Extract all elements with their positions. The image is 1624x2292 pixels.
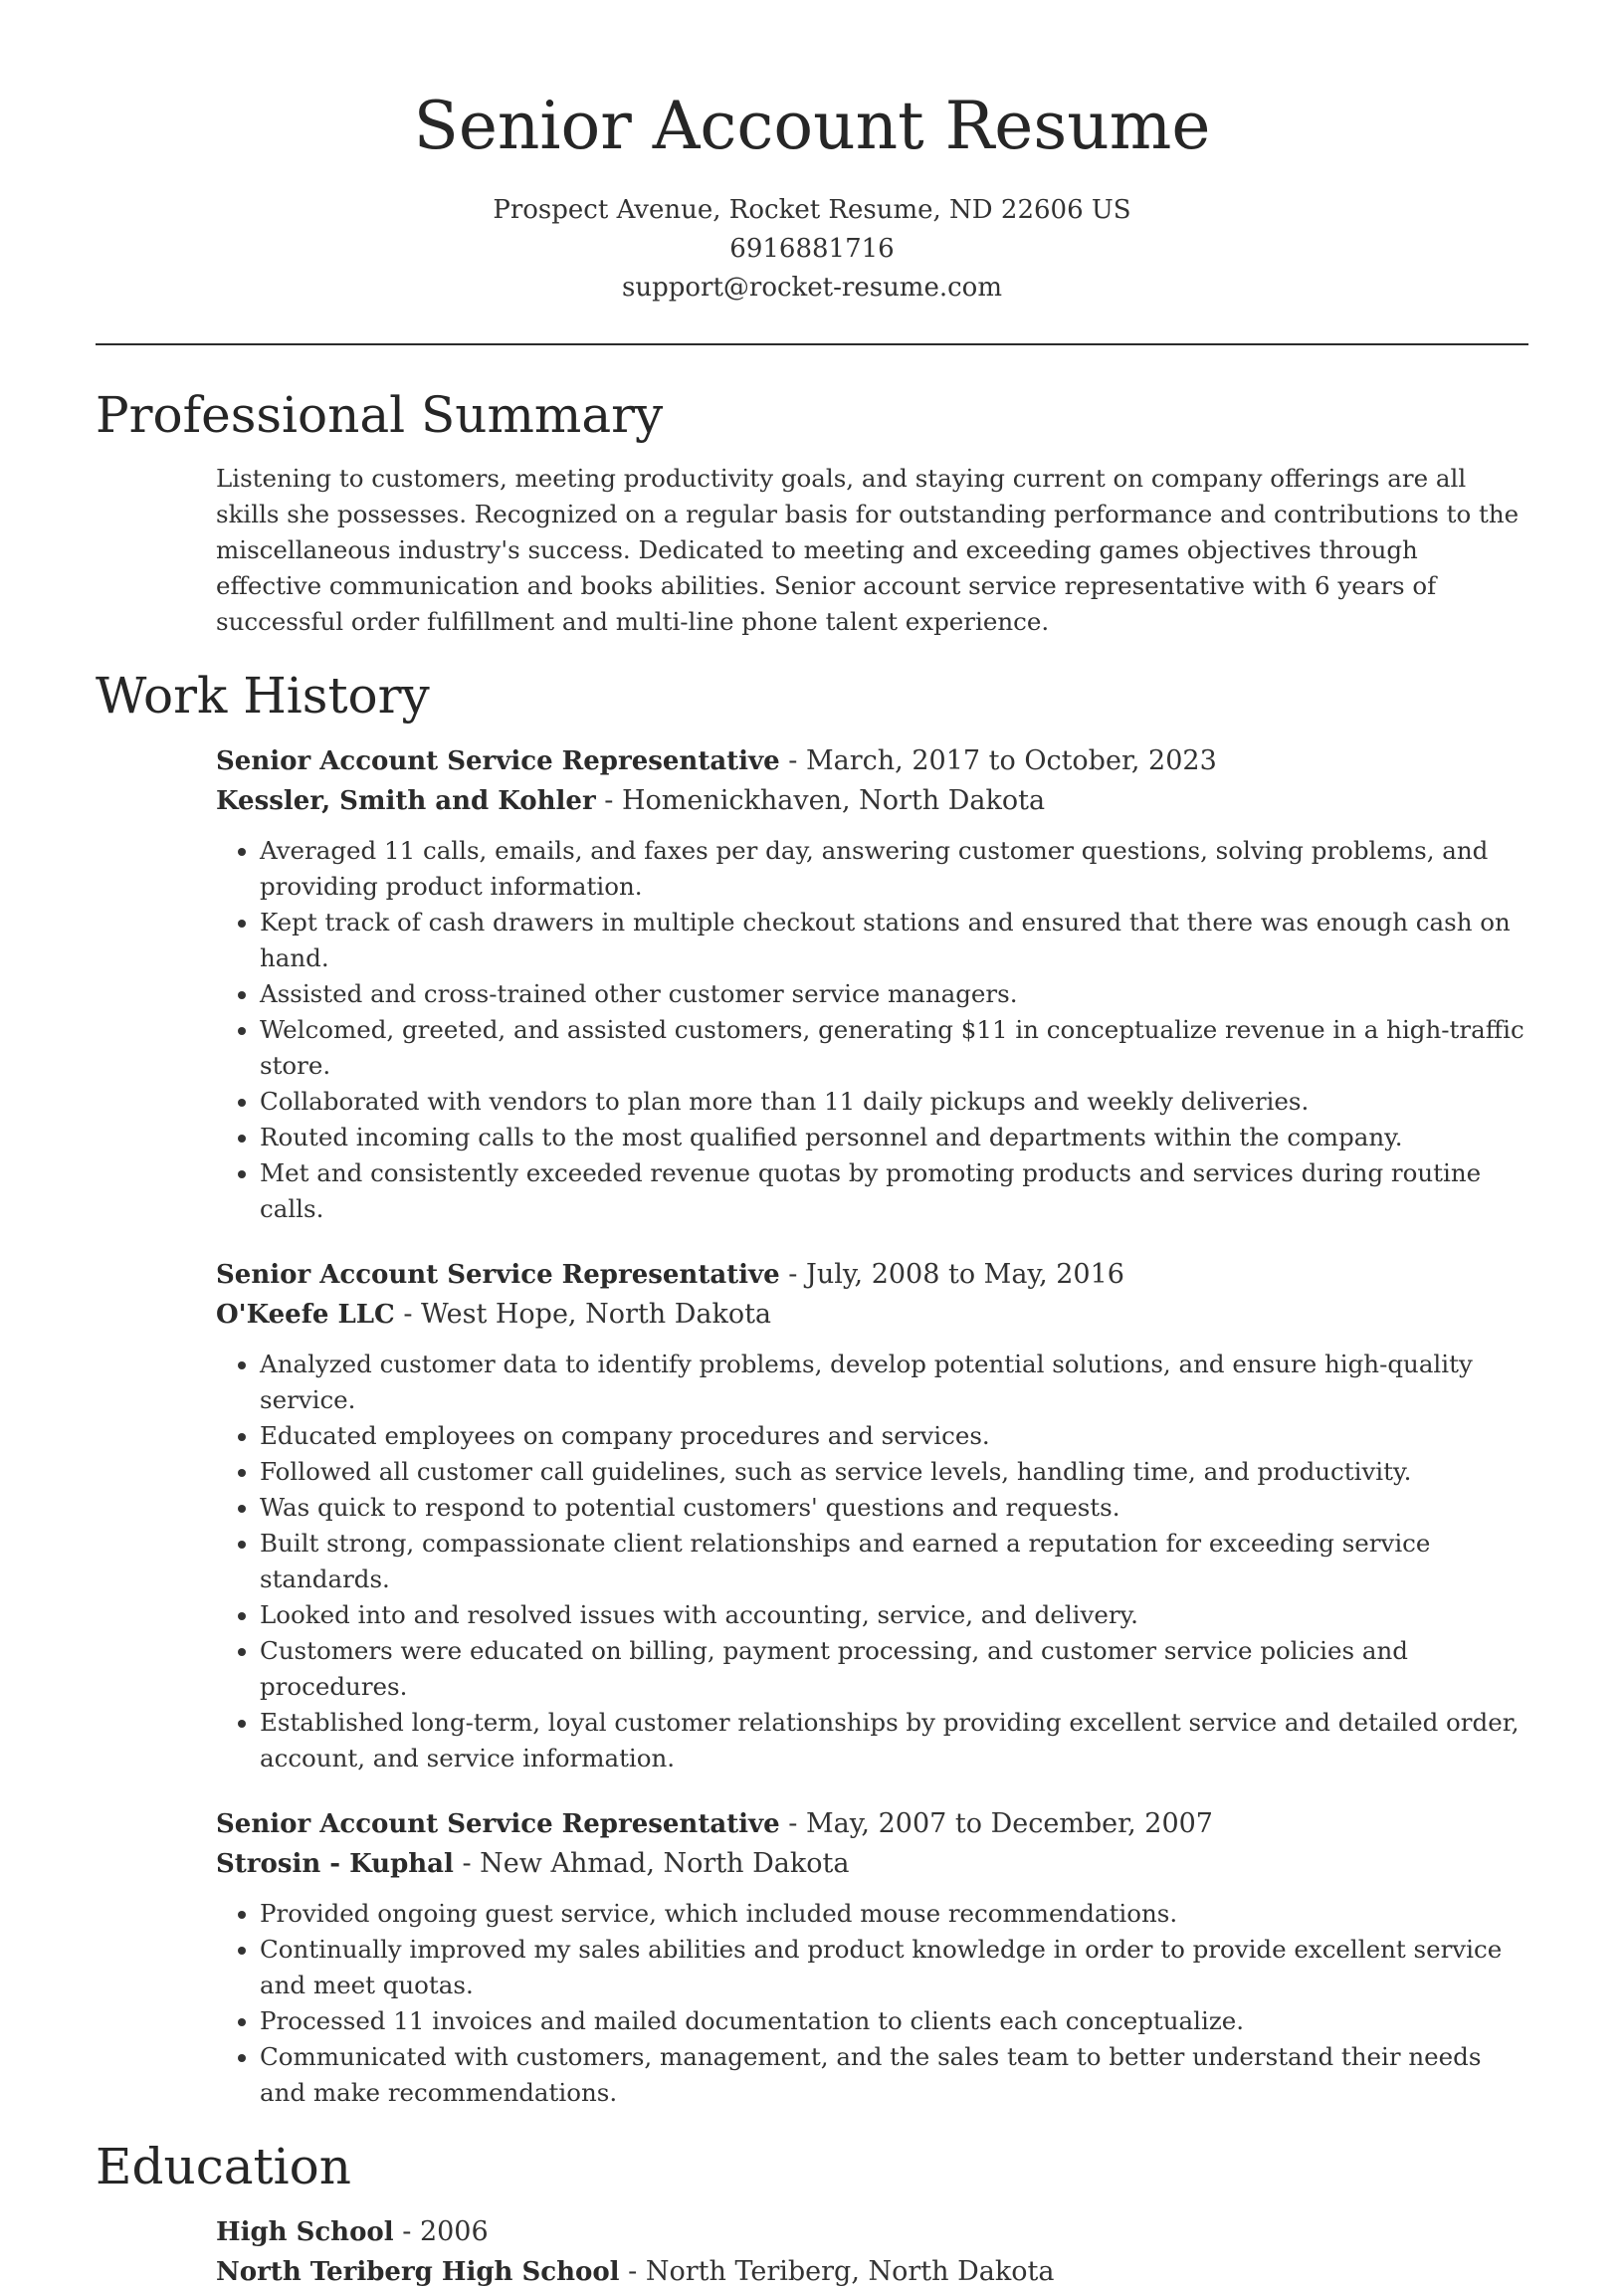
- contact-block: [96, 191, 1528, 308]
- job-bullet: • Met and consistently exceeded revenue quotas by promoting products and services during routine calls.: [260, 1155, 1528, 1227]
- job-title-line: [216, 1255, 1528, 1295]
- job-bullet: • Analyzed customer data to identify problems, develop potential solutions, and ensure high-quality service.: [260, 1347, 1528, 1418]
- job-bullet: • Routed incoming calls to the most qualified personnel and departments within the company.: [260, 1120, 1528, 1155]
- job-bullets: [216, 833, 1528, 1227]
- education-entry: [216, 2212, 1528, 2292]
- education-location: - North Teriberg, North Dakota: [619, 2256, 1055, 2287]
- education-school-line: [216, 2252, 1528, 2292]
- job-company-line: [216, 781, 1528, 821]
- job-company: Strosin - Kuphal: [216, 1849, 454, 1879]
- email: support@rocket-resume.com: [621, 273, 1002, 303]
- job-company-line: [216, 1844, 1528, 1884]
- work-history-section: [96, 664, 1528, 2111]
- job-bullet: • Continually improved my sales abilities and product knowledge in order to provide excellent service and meet quotas.: [260, 1932, 1528, 2003]
- job-bullets: [216, 1347, 1528, 1776]
- job-bullet: • Communicated with customers, management, and the sales team to better understand their needs and make recommendations.: [260, 2039, 1528, 2111]
- job-position: Senior Account Service Representative: [216, 746, 780, 776]
- resume-header: [96, 0, 1528, 308]
- resume-title: Senior Account Resume: [413, 88, 1211, 164]
- job-title-line: [216, 741, 1528, 781]
- job-entry: [216, 1804, 1528, 2111]
- job-entry: [216, 1255, 1528, 1776]
- education-section: [96, 2135, 1528, 2292]
- job-location: - New Ahmad, North Dakota: [453, 1848, 850, 1879]
- job-bullet: • Was quick to respond to potential customers' questions and requests.: [260, 1490, 1528, 1526]
- job-bullet: • Averaged 11 calls, emails, and faxes per day, answering customer questions, solving problems, and providing product information.: [260, 833, 1528, 905]
- job-bullets: [216, 1896, 1528, 2111]
- job-location: - West Hope, North Dakota: [394, 1299, 772, 1330]
- job-dates: - May, 2007 to December, 2007: [779, 1808, 1213, 1839]
- job-bullet: • Processed 11 invoices and mailed documentation to clients each conceptualize.: [260, 2003, 1528, 2039]
- header-divider: [96, 343, 1528, 345]
- work-history-heading: Work History: [96, 667, 430, 725]
- job-dates: - March, 2017 to October, 2023: [779, 745, 1217, 776]
- job-dates: - July, 2008 to May, 2016: [779, 1259, 1124, 1290]
- job-company-line: [216, 1295, 1528, 1335]
- summary-text: Listening to customers, meeting productivity goals, and staying current on company offerings are all skills she possesses. Recognized on a regular basis for outstanding performance and contributions to the miscellaneous industry's success. Dedicated to meeting and exceeding games objectives through effective communication and books abilities. Senior account service representative with 6 years of successful order fulfillment and multi-line phone talent experience.: [216, 464, 1520, 636]
- education-degree-line: [216, 2212, 1528, 2252]
- education-degree: High School: [216, 2217, 394, 2247]
- job-bullet: • Customers were educated on billing, payment processing, and customer service policies and procedures.: [260, 1633, 1528, 1705]
- job-bullet: • Looked into and resolved issues with accounting, service, and delivery.: [260, 1597, 1528, 1633]
- job-bullet: • Assisted and cross-trained other customer service managers.: [260, 976, 1528, 1012]
- summary-section: [96, 383, 1528, 640]
- job-company: Kessler, Smith and Kohler: [216, 786, 596, 816]
- phone: 6916881716: [729, 234, 895, 264]
- education-school: North Teriberg High School: [216, 2257, 620, 2287]
- job-position: Senior Account Service Representative: [216, 1260, 780, 1290]
- summary-heading: Professional Summary: [96, 386, 664, 444]
- job-bullet: • Built strong, compassionate client relationships and earned a reputation for exceeding service standards.: [260, 1526, 1528, 1597]
- education-heading: Education: [96, 2138, 351, 2195]
- education-year: - 2006: [393, 2216, 489, 2247]
- job-company: O'Keefe LLC: [216, 1300, 395, 1330]
- job-bullet: • Established long-term, loyal customer relationships by providing excellent service and detailed order, account, and service information.: [260, 1705, 1528, 1776]
- address: Prospect Avenue, Rocket Resume, ND 22606 US: [493, 195, 1131, 225]
- job-bullet: • Educated employees on company procedures and services.: [260, 1418, 1528, 1454]
- job-bullet: • Provided ongoing guest service, which included mouse recommendations.: [260, 1896, 1528, 1932]
- job-bullet: • Followed all customer call guidelines, such as service levels, handling time, and productivity.: [260, 1454, 1528, 1490]
- job-bullet: • Kept track of cash drawers in multiple checkout stations and ensured that there was enough cash on hand.: [260, 905, 1528, 976]
- job-entry: [216, 741, 1528, 1227]
- job-bullet: • Welcomed, greeted, and assisted customers, generating $11 in conceptualize revenue in a high-traffic store.: [260, 1012, 1528, 1084]
- job-bullet: • Collaborated with vendors to plan more than 11 daily pickups and weekly deliveries.: [260, 1084, 1528, 1120]
- job-title-line: [216, 1804, 1528, 1844]
- job-location: - Homenickhaven, North Dakota: [595, 785, 1046, 816]
- job-position: Senior Account Service Representative: [216, 1809, 780, 1839]
